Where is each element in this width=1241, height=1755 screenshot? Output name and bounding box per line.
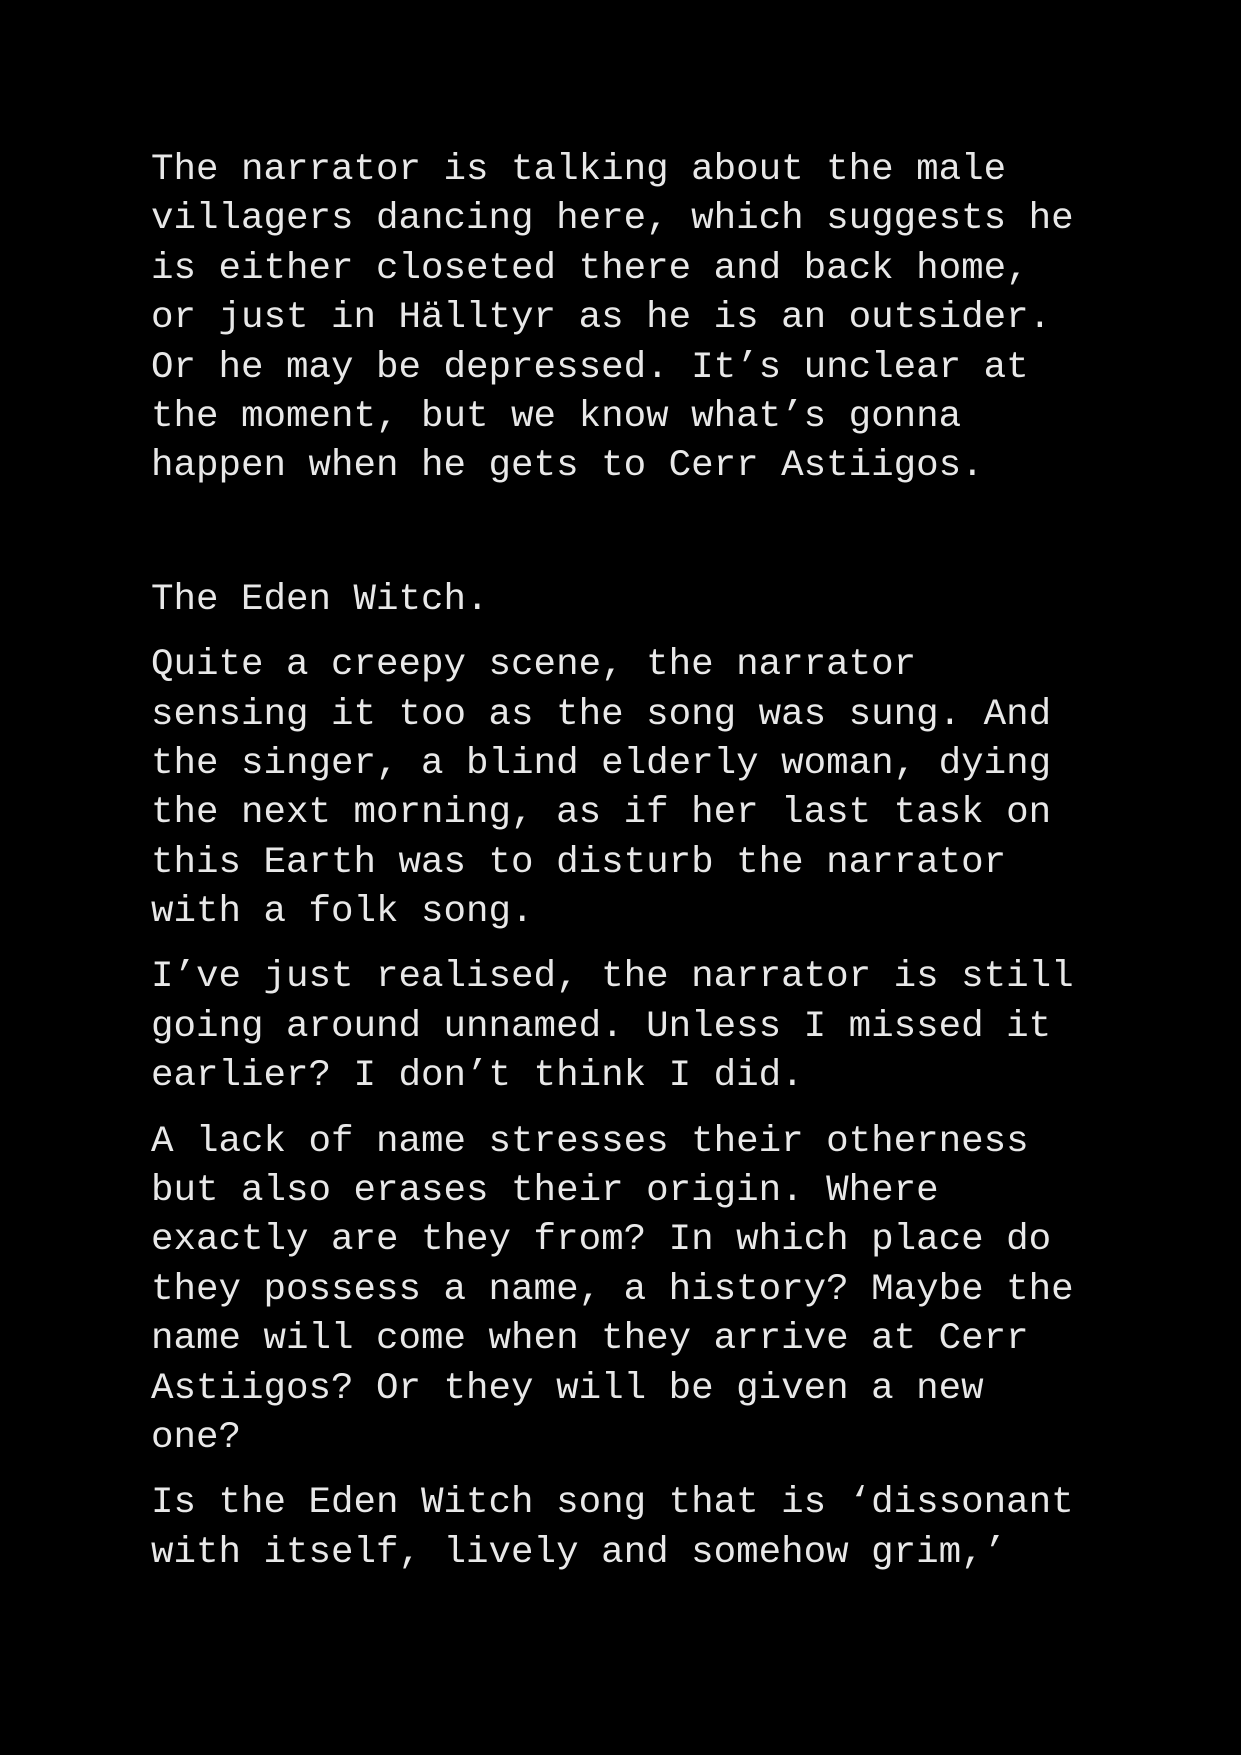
- text-line: this Earth was to disturb the narrator: [151, 841, 1007, 884]
- text-line: The narrator is talking about the male: [151, 149, 1007, 191]
- text-line: Is the Eden Witch song that is ‘dissonant: [151, 1482, 1074, 1525]
- text-line: the moment, but we know what’s gonna: [151, 395, 962, 438]
- text-line: they possess a name, a history? Maybe the: [151, 1268, 1074, 1311]
- paragraph: [151, 641, 1111, 937]
- paragraph: [151, 953, 1111, 1101]
- paragraph: [151, 1479, 1111, 1578]
- text-line: happen when he gets to Cerr Astiigos.: [151, 445, 984, 488]
- text-line: one?: [151, 1416, 242, 1459]
- text-line: or just in Hälltyr as he is an outsider.: [151, 297, 1052, 340]
- text-line: exactly are they from? In which place do: [151, 1219, 1052, 1262]
- text-line: going around unnamed. Unless I missed it: [151, 1005, 1052, 1048]
- text-line: I’ve just realised, the narrator is still: [151, 956, 1074, 999]
- paragraph-spacer: [151, 1463, 1111, 1479]
- text-line: but also erases their origin. Where: [151, 1170, 939, 1213]
- paragraph-spacer: [151, 937, 1111, 953]
- paragraph-spacer: [151, 1102, 1111, 1118]
- text-line: with a folk song.: [151, 891, 534, 934]
- text-line: earlier? I don’t think I did.: [151, 1055, 804, 1098]
- text-line: Astiigos? Or they will be given a new: [151, 1367, 984, 1410]
- document-page: [151, 146, 1111, 1578]
- text-line: Or he may be depressed. It’s unclear at: [151, 346, 1029, 389]
- text-line: A lack of name stresses their otherness: [151, 1120, 1029, 1163]
- section-heading: The Eden Witch.: [151, 578, 489, 621]
- text-line: villagers dancing here, which suggests he: [151, 198, 1074, 241]
- paragraph-spacer: [151, 625, 1111, 641]
- text-line: is either closeted there and back home,: [151, 247, 1029, 290]
- text-line: with itself, lively and somehow grim,’: [151, 1531, 1007, 1574]
- section-spacer: [151, 492, 1111, 576]
- paragraph: [151, 1118, 1111, 1464]
- text-line: Quite a creepy scene, the narrator: [151, 644, 917, 687]
- text-line: sensing it too as the song was sung. And: [151, 693, 1052, 736]
- paragraph-intro: [151, 146, 1111, 492]
- text-line: the next morning, as if her last task on: [151, 792, 1052, 835]
- text-line: the singer, a blind elderly woman, dying: [151, 742, 1052, 785]
- text-line: name will come when they arrive at Cerr: [151, 1318, 1029, 1361]
